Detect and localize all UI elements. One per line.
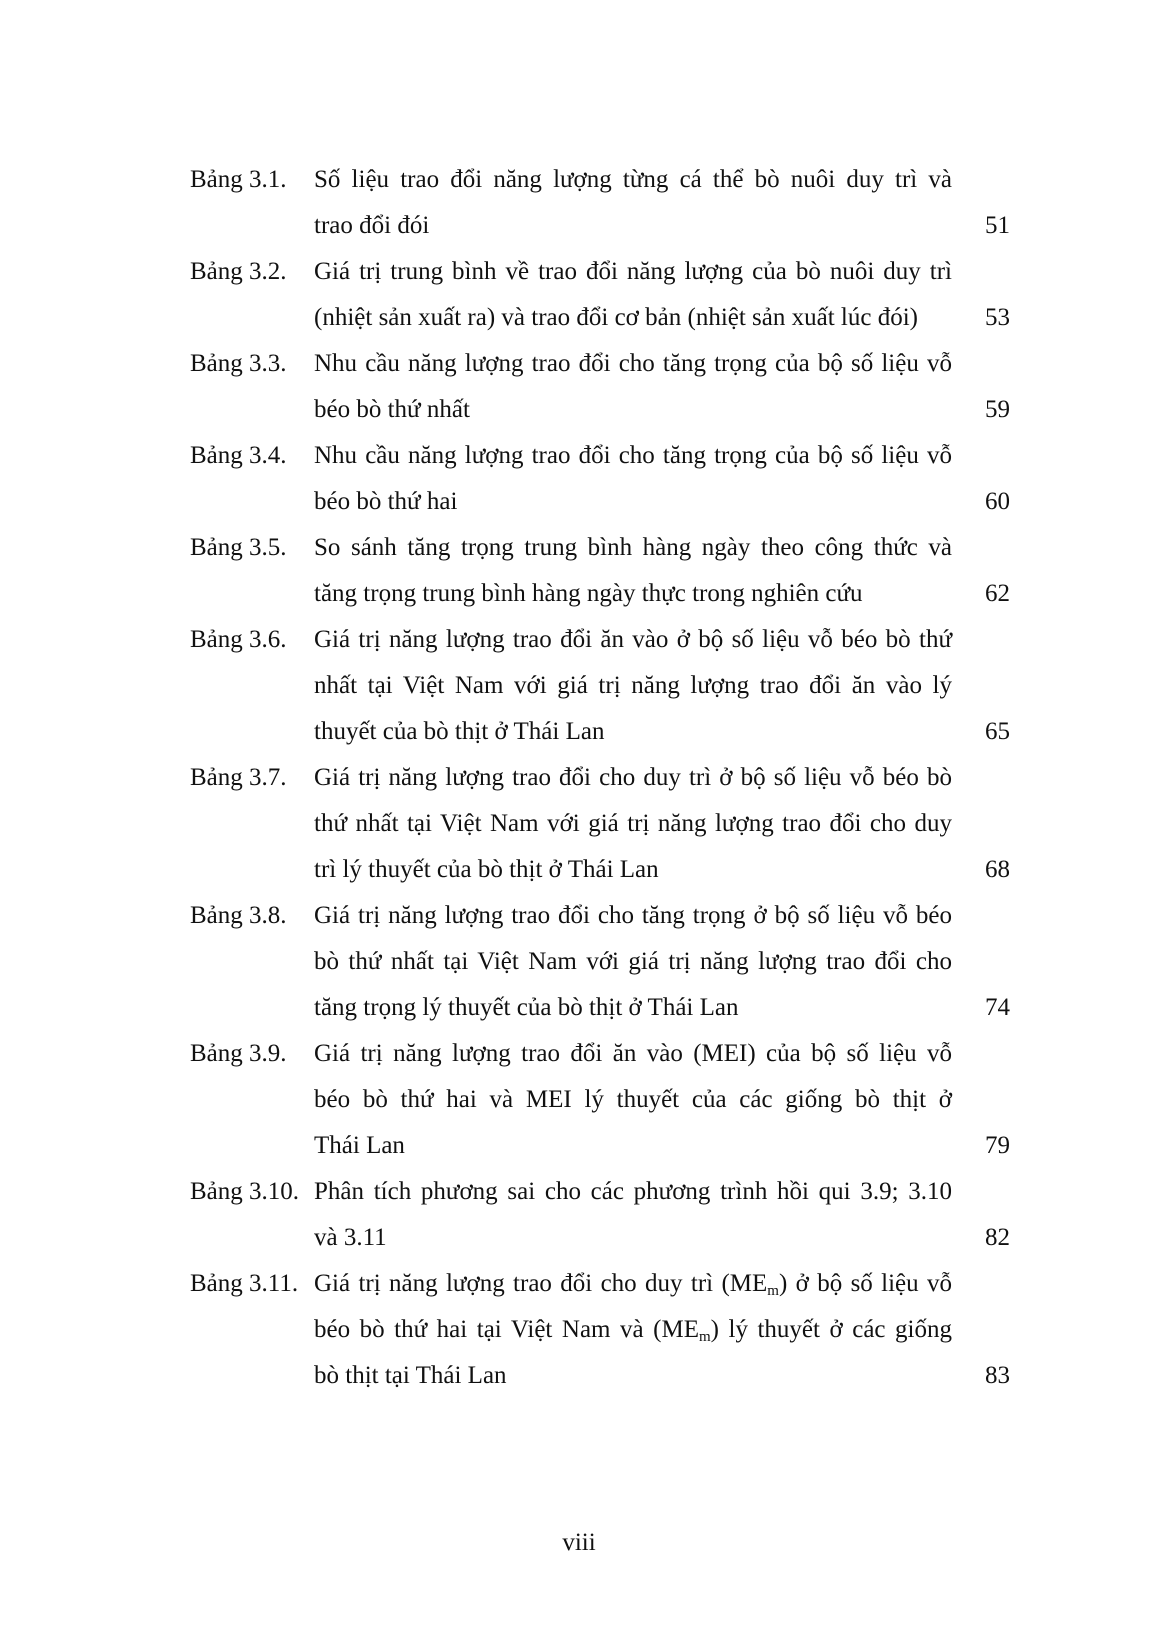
entry-title-line bbox=[314, 1307, 952, 1353]
entry-page-number: 68 bbox=[985, 856, 1010, 883]
entry-page-number: 53 bbox=[985, 304, 1010, 331]
entry-page-number: 82 bbox=[985, 1224, 1010, 1251]
entry-title bbox=[314, 341, 952, 433]
entry-title-line: trì lý thuyết của bò thịt ở Thái Lan bbox=[314, 856, 659, 883]
entry-page-number: 60 bbox=[985, 488, 1010, 515]
entry-page-number: 65 bbox=[985, 718, 1010, 745]
entry-title bbox=[314, 893, 952, 1031]
entry-title-line bbox=[314, 1261, 952, 1307]
title-text: béo bò thứ hai tại Việt Nam và (ME bbox=[314, 1316, 699, 1343]
toc-entry-table-3-9[interactable] bbox=[190, 1031, 1010, 1169]
entry-label: Bảng 3.2. bbox=[190, 258, 287, 285]
list-of-tables bbox=[190, 157, 1010, 1399]
entry-page-number: 62 bbox=[985, 580, 1010, 607]
toc-entry-table-3-7[interactable] bbox=[190, 755, 1010, 893]
entry-title bbox=[314, 525, 952, 617]
entry-title-line: Giá trị năng lượng trao đổi cho duy trì ở bộ số liệu vỗ béo bò bbox=[314, 764, 952, 791]
entry-label: Bảng 3.8. bbox=[190, 902, 287, 929]
entry-title-line: Giá trị năng lượng trao đổi ăn vào ở bộ số liệu vỗ béo bò thứ bbox=[314, 626, 952, 653]
title-text: ) lý thuyết ở các giống bbox=[710, 1316, 952, 1343]
entry-title-line: thuyết của bò thịt ở Thái Lan bbox=[314, 718, 605, 745]
entry-title bbox=[314, 157, 952, 249]
entry-label: Bảng 3.10. bbox=[190, 1178, 300, 1205]
entry-title bbox=[314, 433, 952, 525]
entry-title-line: Giá trị năng lượng trao đổi ăn vào (MEI) của bộ số liệu vỗ bbox=[314, 1040, 952, 1067]
entry-page-number: 74 bbox=[985, 994, 1010, 1021]
toc-entry-table-3-2[interactable] bbox=[190, 249, 1010, 341]
entry-label: Bảng 3.11. bbox=[190, 1270, 299, 1297]
entry-title bbox=[314, 1169, 952, 1261]
entry-title-line: So sánh tăng trọng trung bình hàng ngày theo công thức và bbox=[314, 534, 952, 561]
entry-title-line: và 3.11 bbox=[314, 1224, 387, 1251]
toc-entry-table-3-11[interactable] bbox=[190, 1261, 1010, 1399]
entry-title-line: (nhiệt sản xuất ra) và trao đổi cơ bản (nhiệt sản xuất lúc đói) bbox=[314, 304, 918, 331]
toc-entry-table-3-1[interactable] bbox=[190, 157, 1010, 249]
entry-title-line: Nhu cầu năng lượng trao đổi cho tăng trọng của bộ số liệu vỗ bbox=[314, 350, 952, 377]
entry-title bbox=[314, 1031, 952, 1169]
entry-label: Bảng 3.7. bbox=[190, 764, 287, 791]
entry-title-line: béo bò thứ hai bbox=[314, 488, 458, 515]
toc-entry-table-3-4[interactable] bbox=[190, 433, 1010, 525]
entry-title bbox=[314, 617, 952, 755]
entry-title-line: Nhu cầu năng lượng trao đổi cho tăng trọng của bộ số liệu vỗ bbox=[314, 442, 952, 469]
toc-entry-table-3-5[interactable] bbox=[190, 525, 1010, 617]
entry-page-number: 51 bbox=[985, 212, 1010, 239]
entry-title bbox=[314, 249, 952, 341]
title-text: Giá trị năng lượng trao đổi cho duy trì (ME bbox=[314, 1270, 768, 1297]
entry-label: Bảng 3.6. bbox=[190, 626, 287, 653]
entry-title-line: Phân tích phương sai cho các phương trình hồi qui 3.9; 3.10 bbox=[314, 1178, 952, 1205]
entry-title-line: tăng trọng lý thuyết của bò thịt ở Thái Lan bbox=[314, 994, 739, 1021]
toc-entry-table-3-6[interactable] bbox=[190, 617, 1010, 755]
entry-title-line: Giá trị năng lượng trao đổi cho tăng trọng ở bộ số liệu vỗ béo bbox=[314, 902, 952, 929]
entry-label: Bảng 3.3. bbox=[190, 350, 287, 377]
entry-label: Bảng 3.4. bbox=[190, 442, 287, 469]
entry-title-line: bò thịt tại Thái Lan bbox=[314, 1362, 507, 1389]
entry-page-number: 59 bbox=[985, 396, 1010, 423]
toc-entry-table-3-3[interactable] bbox=[190, 341, 1010, 433]
entry-title bbox=[314, 755, 952, 893]
subscript: m bbox=[767, 1283, 779, 1299]
entry-title-line: Số liệu trao đổi năng lượng từng cá thể bò nuôi duy trì và bbox=[314, 166, 952, 193]
title-text: ) ở bộ số liệu vỗ bbox=[778, 1270, 952, 1297]
entry-title-line: Thái Lan bbox=[314, 1132, 405, 1159]
entry-label: Bảng 3.1. bbox=[190, 166, 287, 193]
entry-page-number: 79 bbox=[985, 1132, 1010, 1159]
toc-entry-table-3-8[interactable] bbox=[190, 893, 1010, 1031]
entry-title-line: Giá trị trung bình về trao đổi năng lượng của bò nuôi duy trì bbox=[314, 258, 952, 285]
entry-title-line: thứ nhất tại Việt Nam với giá trị năng lượng trao đổi cho duy bbox=[314, 810, 952, 837]
entry-title-line: béo bò thứ nhất bbox=[314, 396, 470, 423]
entry-title-line: nhất tại Việt Nam với giá trị năng lượng trao đổi ăn vào lý bbox=[314, 672, 952, 699]
subscript: m bbox=[698, 1329, 711, 1345]
entry-title-line: tăng trọng trung bình hàng ngày thực trong nghiên cứu bbox=[314, 580, 863, 607]
entry-title-line: trao đổi đói bbox=[314, 212, 430, 239]
entry-title-line: béo bò thứ hai và MEI lý thuyết của các giống bò thịt ở bbox=[314, 1086, 952, 1113]
page-footer-number: viii bbox=[562, 1529, 596, 1556]
entry-page-number: 83 bbox=[985, 1362, 1010, 1389]
entry-title-line: bò thứ nhất tại Việt Nam với giá trị năng lượng trao đổi cho bbox=[314, 948, 952, 975]
toc-entry-table-3-10[interactable] bbox=[190, 1169, 1010, 1261]
entry-title bbox=[314, 1261, 952, 1399]
entry-label: Bảng 3.5. bbox=[190, 534, 287, 561]
entry-label: Bảng 3.9. bbox=[190, 1040, 287, 1067]
